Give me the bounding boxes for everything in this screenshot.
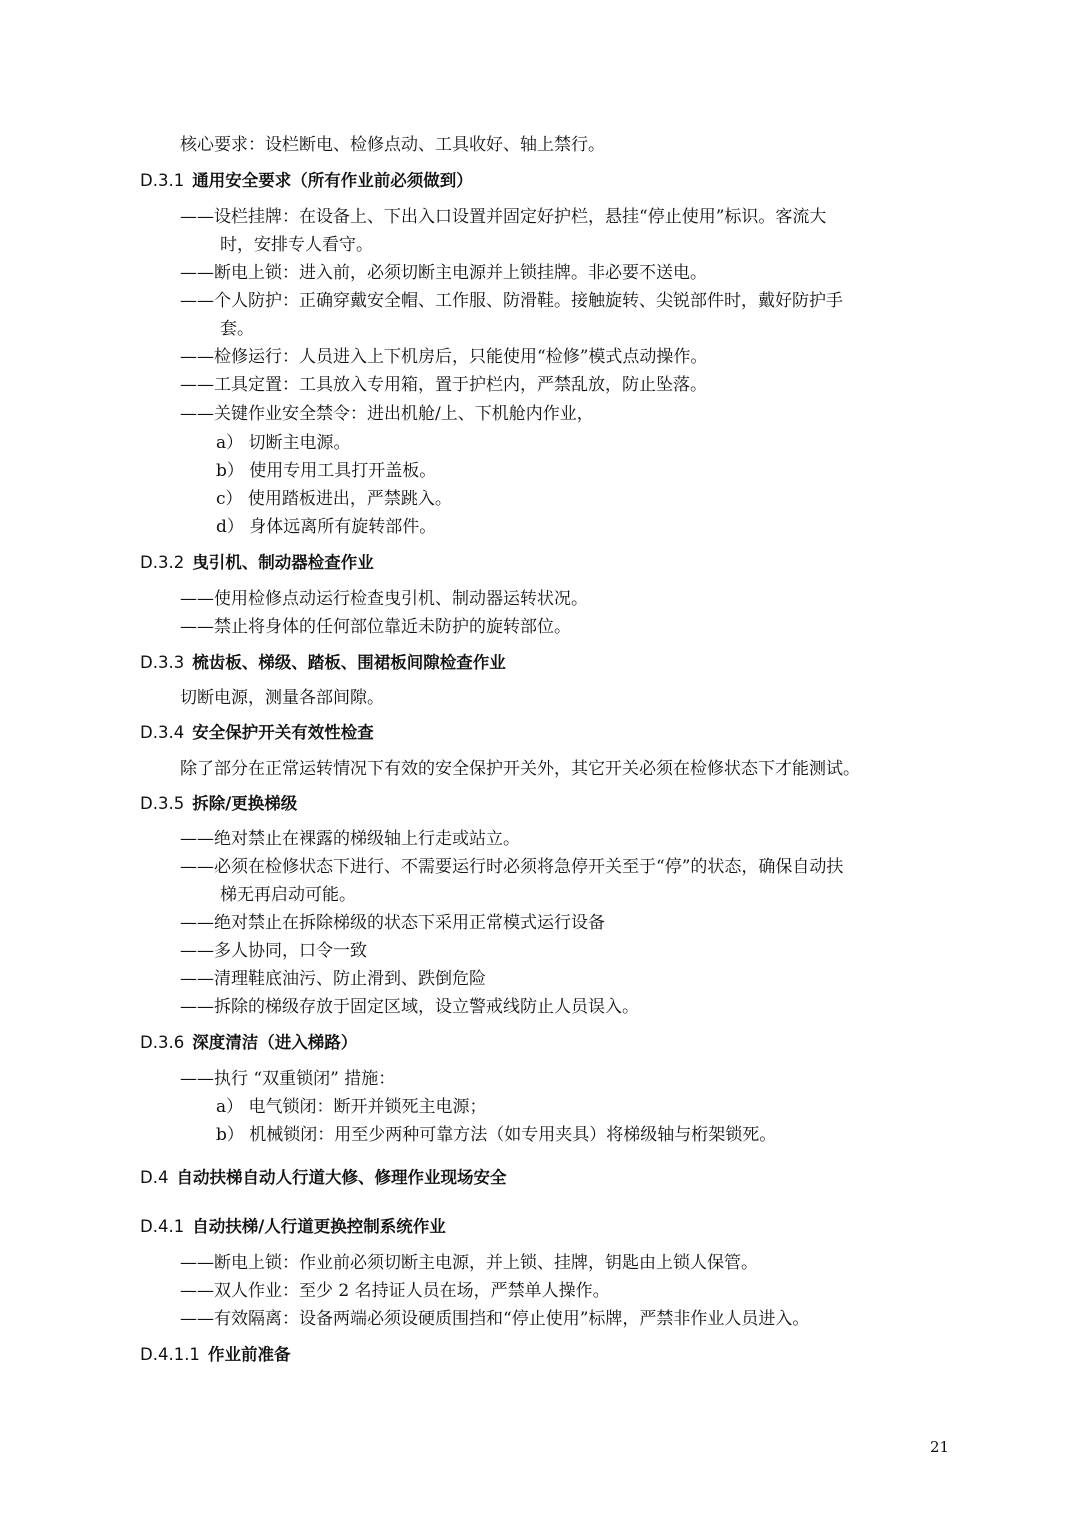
page-number: 21 (930, 1438, 950, 1456)
list-item-continuation: 梯无再启动可能。 (220, 885, 356, 905)
sub-list-item: d） 身体远离所有旋转部件。 (216, 517, 437, 537)
heading-d-3-1 (140, 170, 473, 192)
heading-d-3-4 (140, 722, 374, 744)
list-item: ——断电上锁：作业前必须切断主电源，并上锁、挂牌，钥匙由上锁人保管。 (180, 1253, 758, 1273)
heading-number: D.3.3 (140, 653, 185, 672)
list-item: ——关键作业安全禁令：进出机舱/上、下机舱内作业， (180, 404, 594, 424)
heading-d-3-5 (140, 793, 297, 815)
heading-number: D.3.4 (140, 723, 185, 742)
list-item: ——设栏挂牌：在设备上、下出入口设置并固定好护栏，悬挂“停止使用”标识。客流大 (180, 207, 827, 227)
heading-d-3-2 (140, 552, 374, 574)
list-item: ——使用检修点动运行检查曳引机、制动器运转状况。 (180, 589, 588, 609)
heading-d-3-3 (140, 652, 506, 674)
list-item: ——禁止将身体的任何部位靠近未防护的旋转部位。 (180, 617, 571, 637)
heading-title: 通用安全要求（所有作业前必须做到） (192, 171, 473, 190)
heading-title: 安全保护开关有效性检查 (192, 723, 374, 742)
paragraph: 除了部分在正常运转情况下有效的安全保护开关外，其它开关必须在检修状态下才能测试。 (180, 759, 860, 779)
list-item-continuation: 时，安排专人看守。 (220, 235, 373, 255)
heading-number: D.3.2 (140, 553, 185, 572)
heading-title: 作业前准备 (207, 1345, 291, 1364)
sub-list-item: c） 使用踏板进出，严禁跳入。 (216, 489, 452, 509)
list-item: ——有效隔离：设备两端必须设硬质围挡和“停止使用”标牌，严禁非作业人员进入。 (180, 1309, 810, 1329)
heading-title: 拆除/更换梯级 (192, 794, 298, 813)
sub-list-item: b） 使用专用工具打开盖板。 (216, 461, 437, 481)
heading-number: D.3.5 (140, 794, 185, 813)
list-item: ——清理鞋底油污、防止滑到、跌倒危险 (180, 969, 486, 989)
heading-d-3-6 (140, 1032, 357, 1054)
heading-number: D.4.1.1 (140, 1345, 200, 1364)
heading-number: D.3.6 (140, 1033, 185, 1052)
heading-number: D.4.1 (140, 1217, 185, 1236)
list-item: ——多人协同，口令一致 (180, 941, 367, 961)
heading-title: 梳齿板、梯级、踏板、围裙板间隙检查作业 (192, 653, 506, 672)
sub-list-item: b） 机械锁闭：用至少两种可靠方法（如专用夹具）将梯级轴与桁架锁死。 (216, 1125, 777, 1145)
heading-d-4-1 (140, 1216, 446, 1238)
heading-d-4 (140, 1167, 506, 1189)
list-item: ——断电上锁：进入前，必须切断主电源并上锁挂牌。非必要不送电。 (180, 263, 707, 283)
list-item: ——个人防护：正确穿戴安全帽、工作服、防滑鞋。接触旋转、尖锐部件时，戴好防护手 (180, 291, 843, 311)
list-item: ——工具定置：工具放入专用箱，置于护栏内，严禁乱放，防止坠落。 (180, 375, 707, 395)
sub-list-item: a） 切断主电源。 (216, 433, 351, 453)
list-item: ——绝对禁止在裸露的梯级轴上行走或站立。 (180, 829, 520, 849)
heading-title: 曳引机、制动器检查作业 (192, 553, 374, 572)
heading-title: 自动扶梯/人行道更换控制系统作业 (192, 1217, 446, 1236)
intro-text: 核心要求：设栏断电、检修点动、工具收好、轴上禁行。 (180, 135, 605, 155)
list-item: ——拆除的梯级存放于固定区域，设立警戒线防止人员误入。 (180, 997, 639, 1017)
heading-d-4-1-1 (140, 1344, 290, 1366)
list-item: ——绝对禁止在拆除梯级的状态下采用正常模式运行设备 (180, 913, 605, 933)
heading-number: D.4 (140, 1168, 169, 1187)
list-item: ——双人作业：至少 2 名持证人员在场，严禁单人操作。 (180, 1281, 610, 1301)
list-item-continuation: 套。 (220, 319, 254, 339)
paragraph: 切断电源，测量各部间隙。 (180, 688, 384, 708)
list-item: ——执行 “双重锁闭” 措施： (180, 1069, 396, 1089)
list-item: ——检修运行：人员进入上下机房后，只能使用“检修”模式点动操作。 (180, 347, 708, 367)
heading-number: D.3.1 (140, 171, 185, 190)
heading-title: 深度清洁（进入梯路） (192, 1033, 358, 1052)
list-item: ——必须在检修状态下进行、不需要运行时必须将急停开关至于“停”的状态，确保自动扶 (180, 857, 844, 877)
sub-list-item: a） 电气锁闭：断开并锁死主电源； (216, 1097, 487, 1117)
heading-title: 自动扶梯自动人行道大修、修理作业现场安全 (176, 1168, 507, 1187)
